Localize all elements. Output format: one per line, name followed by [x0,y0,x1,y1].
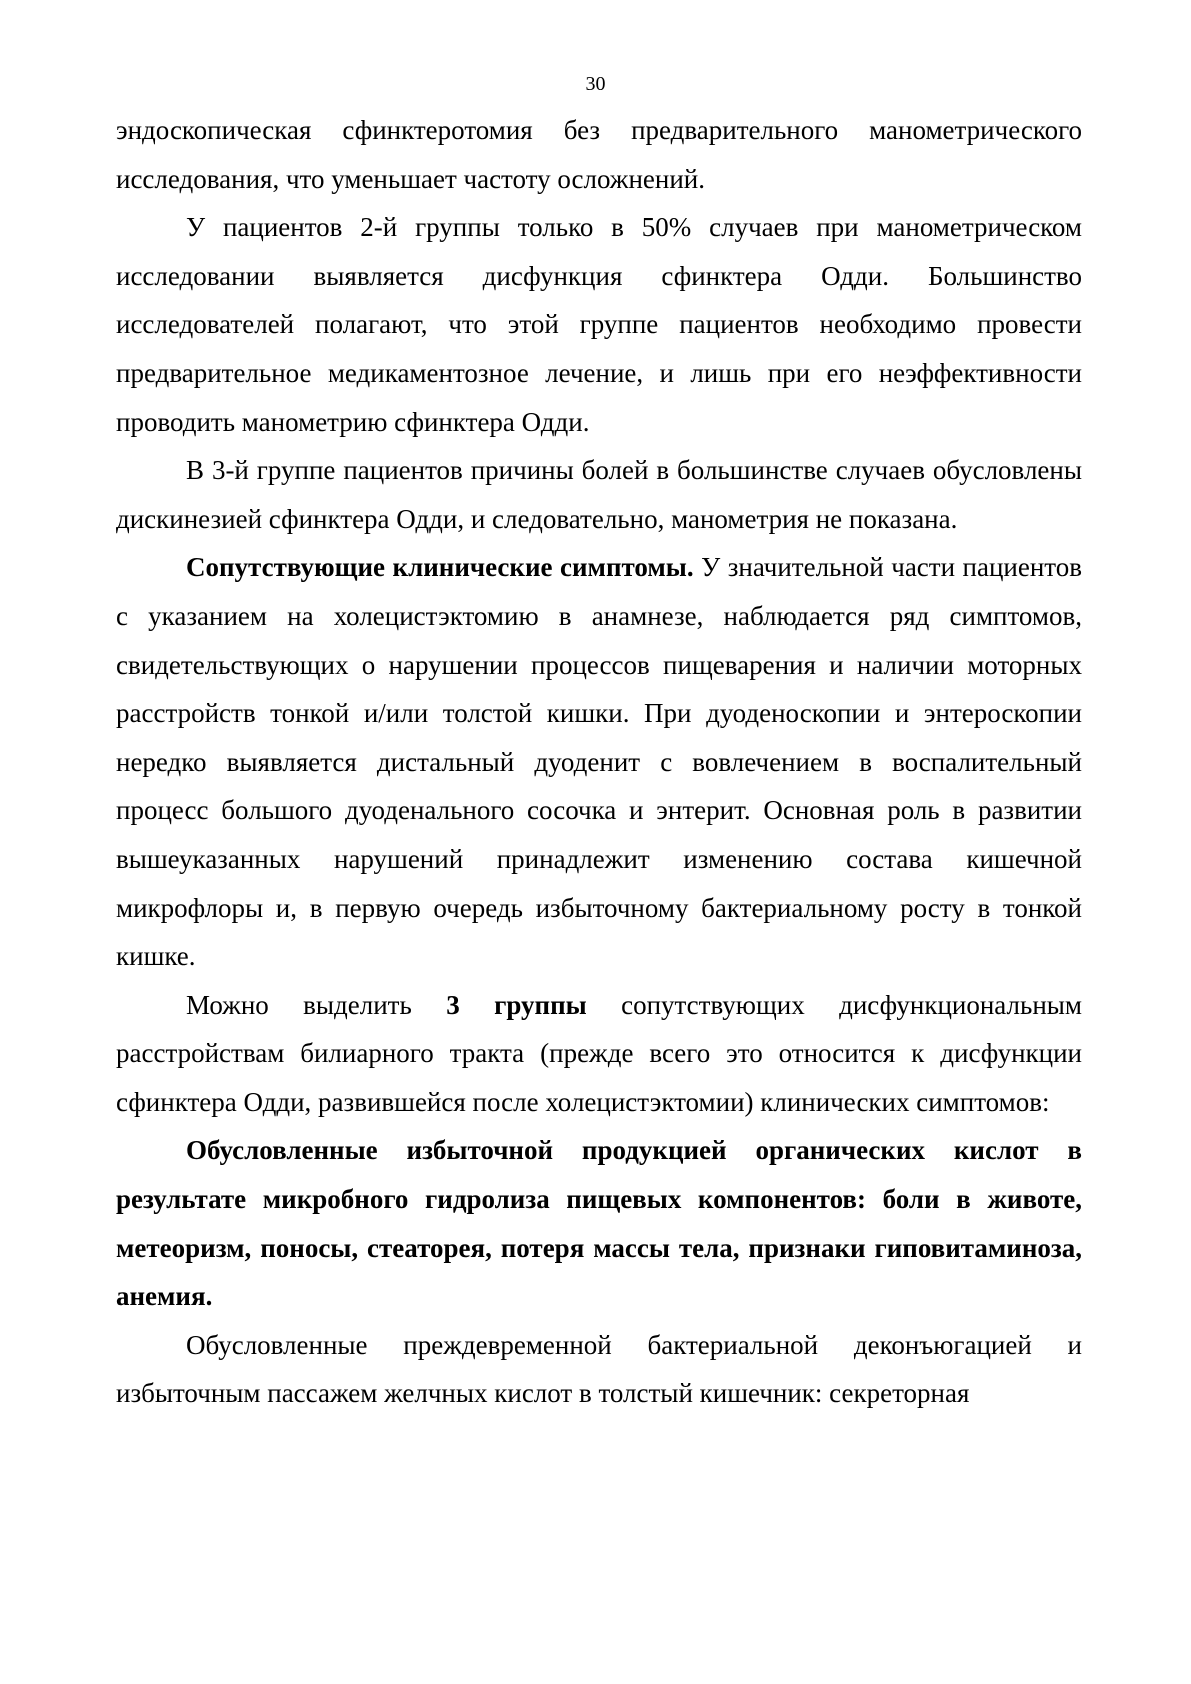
paragraph-text: Обусловленные преждевременной бактериальной деконъюгацией и избыточным пассажем желчных кислот в толстый кишечник: секреторная [116,1329,1082,1409]
section-heading-inline: Сопутствующие клинические симптомы. [186,552,694,583]
emphasis-three-groups: 3 группы [446,989,587,1020]
paragraph-text: В 3-й группе пациентов причины болей в большинстве случаев обусловлены дискинезией сфинктера Одди, и следовательно, манометрия не показана. [116,455,1082,534]
paragraph-text-after: сопутствующих дисфункциональным расстройствам билиарного тракта (прежде всего это относится к дисфункции сфинктера Одди, развившейся после холецистэктомии) клинических симптомов: [116,989,1082,1117]
paragraph-text: эндоскопическая сфинктеротомия без предварительного манометрического исследования, что уменьшает частоту осложнений. [116,115,1082,194]
paragraph-text: У пациентов 2-й группы только в 50% случаев при манометрическом исследовании выявляется дисфункция сфинктера Одди. Большинство исследователей полагают, что этой группе пациентов необходимо провести предварительное медикаментозное лечение, и лишь при его неэффективности проводить манометрию сфинктера Одди. [116,212,1082,437]
paragraph-text-before: Можно выделить [186,989,447,1020]
paragraph-concomitant-symptoms [116,543,1082,980]
page-body [116,106,1082,1418]
paragraph-bile-acids [116,1321,1082,1418]
paragraph-continued [116,106,1082,203]
paragraph-organic-acids [116,1126,1082,1320]
page-number: 30 [585,73,606,95]
paragraph-text: У значительной части пациентов с указанием на холецистэктомию в анамнезе, наблюдается ряд симптомов, свидетельствующих о нарушении процессов пищеварения и наличии моторных расстройств тонкой и/или толстой кишки. При дуоденоскопии и энтероскопии нередко выявляется дистальный дуоденит с вовлечением в воспалительный процесс большого дуоденального сосочка и энтерит. Основная роль в развитии вышеуказанных нарушений принадлежит изменению состава кишечной микрофлоры и, в первую очередь избыточному бактериальному росту в тонкой кишке. [116,552,1082,972]
paragraph-three-groups [116,981,1082,1127]
paragraph-group-3 [116,446,1082,543]
paragraph-group-2 [116,203,1082,446]
paragraph-text: Обусловленные избыточной продукцией органических кислот в результате микробного гидролиза пищевых компонентов: боли в животе, метеоризм, поносы, стеаторея, потеря массы тела, признаки гиповитаминоза, анемия. [116,1135,1082,1312]
